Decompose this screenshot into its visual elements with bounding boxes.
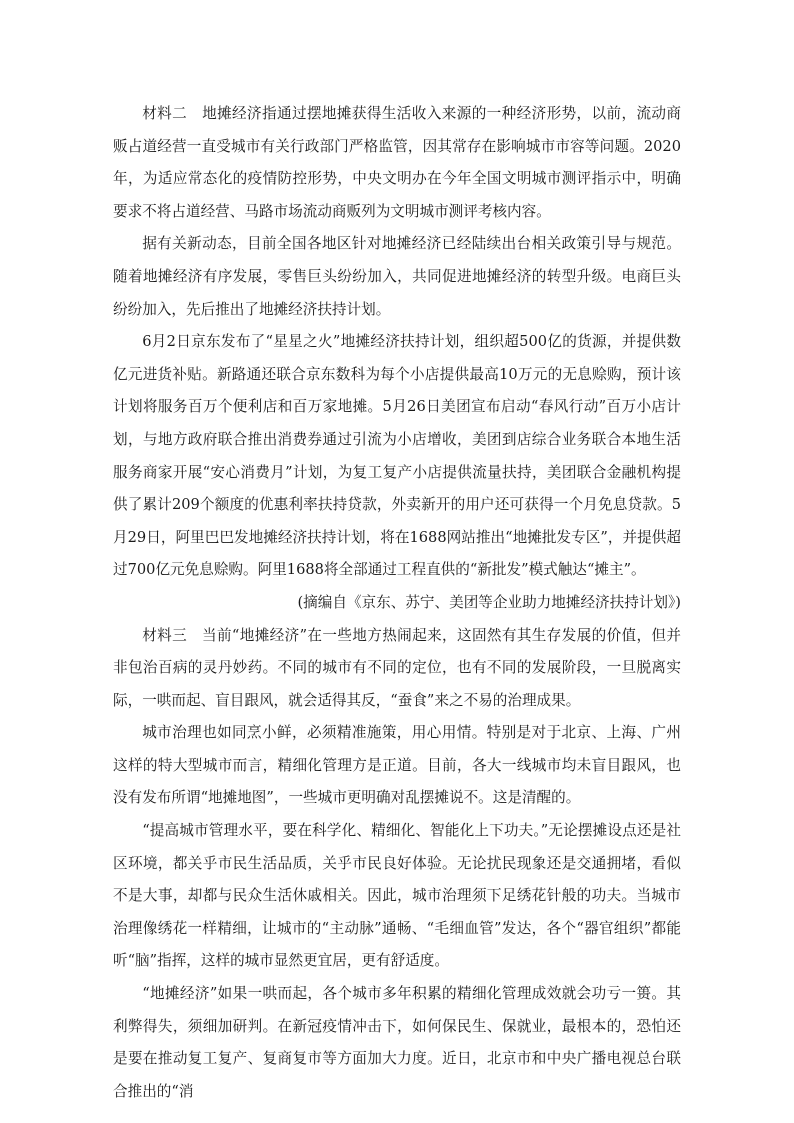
document-body [113, 98, 681, 1108]
source-citation: (摘编自《京东、苏宁、美团等企业助力地摊经济扶持计划》) [297, 593, 681, 611]
paragraph-platform-plans: 6月2日京东发布了“星星之火”地摊经济扶持计划，组织超500亿的货源，并提供数亿元进货补贴。新路通还联合京东数科为每个小店提供最高10万元的无息赊购，预计该计划将服务百万个便利店和百万家地摊。5月26日美团宣布启动“春风行动”百万小店计划，与地方政府联合推出消费券通过引流为小店增收，美团到店综合业务联合本地生活服务商家开展“安心消费月”计划，为复工复产小店提供流量扶持，美团联合金融机构提供了累计209个额度的优惠利率扶持贷款，外卖新开的用户还可获得一个月免息贷款。5月29日，阿里巴巴发地摊经济扶持计划，将在1688网站推出“地摊批发专区”，并提供超过700亿元免息赊购。阿里1688将全部通过工程直供的“新批发”模式触达“摊主”。 [113, 333, 681, 579]
paragraph-refined-management: “提高城市管理水平，要在科学化、精细化、智能化上下功夫。”无论摆摊设点还是社区环境，都关乎市民生活品质，关乎市民良好体验。无论扰民现象还是交通拥堵，看似不是大事，却都与民众生活休戚相关。因此，城市治理须下足绣花针般的功夫。当城市治理像绣花一样精细，让城市的“主动脉”通畅、“毛细血管”发达，各个“器官组织”都能听“脑”指挥，这样的城市显然更宜居，更有舒适度。 [113, 822, 681, 970]
paragraph-material-two: 材料二 地摊经济指通过摆地摊获得生活收入来源的一种经济形势，以前，流动商贩占道经营一直受城市有关行政部门严格监管，因其常存在影响城市市容等问题。2020年，为适应常态化的疫情防控形势，中央文明办在今年全国文明城市测评指示中，明确要求不将占道经营、马路市场流动商贩列为文明城市测评考核内容。 [113, 105, 681, 220]
paragraph-city-governance: 城市治理也如同烹小鲜，必须精准施策，用心用情。特别是对于北京、上海、广州这样的特大型城市而言，精细化管理方是正道。目前，各大一线城市均未盲目跟风，也没有发布所谓“地摊地图”，一些城市更明确对乱摆摊说不。这是清醒的。 [113, 724, 681, 807]
paragraph-policy-updates: 据有关新动态，目前全国各地区针对地摊经济已经陆续出台相关政策引导与规范。随着地摊经济有序发展，零售巨头纷纷加入，共同促进地摊经济的转型升级。电商巨头纷纷加入，先后推出了地摊经济扶持计划。 [113, 235, 681, 318]
paragraph-conclusion: “地摊经济”如果一哄而起，各个城市多年积累的精细化管理成效就会功亏一篑。其利弊得失，须细加研判。在新冠疫情冲击下，如何保民生、保就业，最根本的，恐怕还是要在推动复工复产、复商复市等方面加大力度。近日，北京市和中央广播电视总台联合推出的“消 [113, 985, 681, 1100]
paragraph-material-three: 材料三 当前“地摊经济”在一些地方热闹起来，这固然有其生存发展的价值，但并非包治百病的灵丹妙药。不同的城市有不同的定位，也有不同的发展阶段，一旦脱离实际，一哄而起、盲目跟风，就会适得其反，“蚕食”来之不易的治理成果。 [113, 626, 681, 709]
